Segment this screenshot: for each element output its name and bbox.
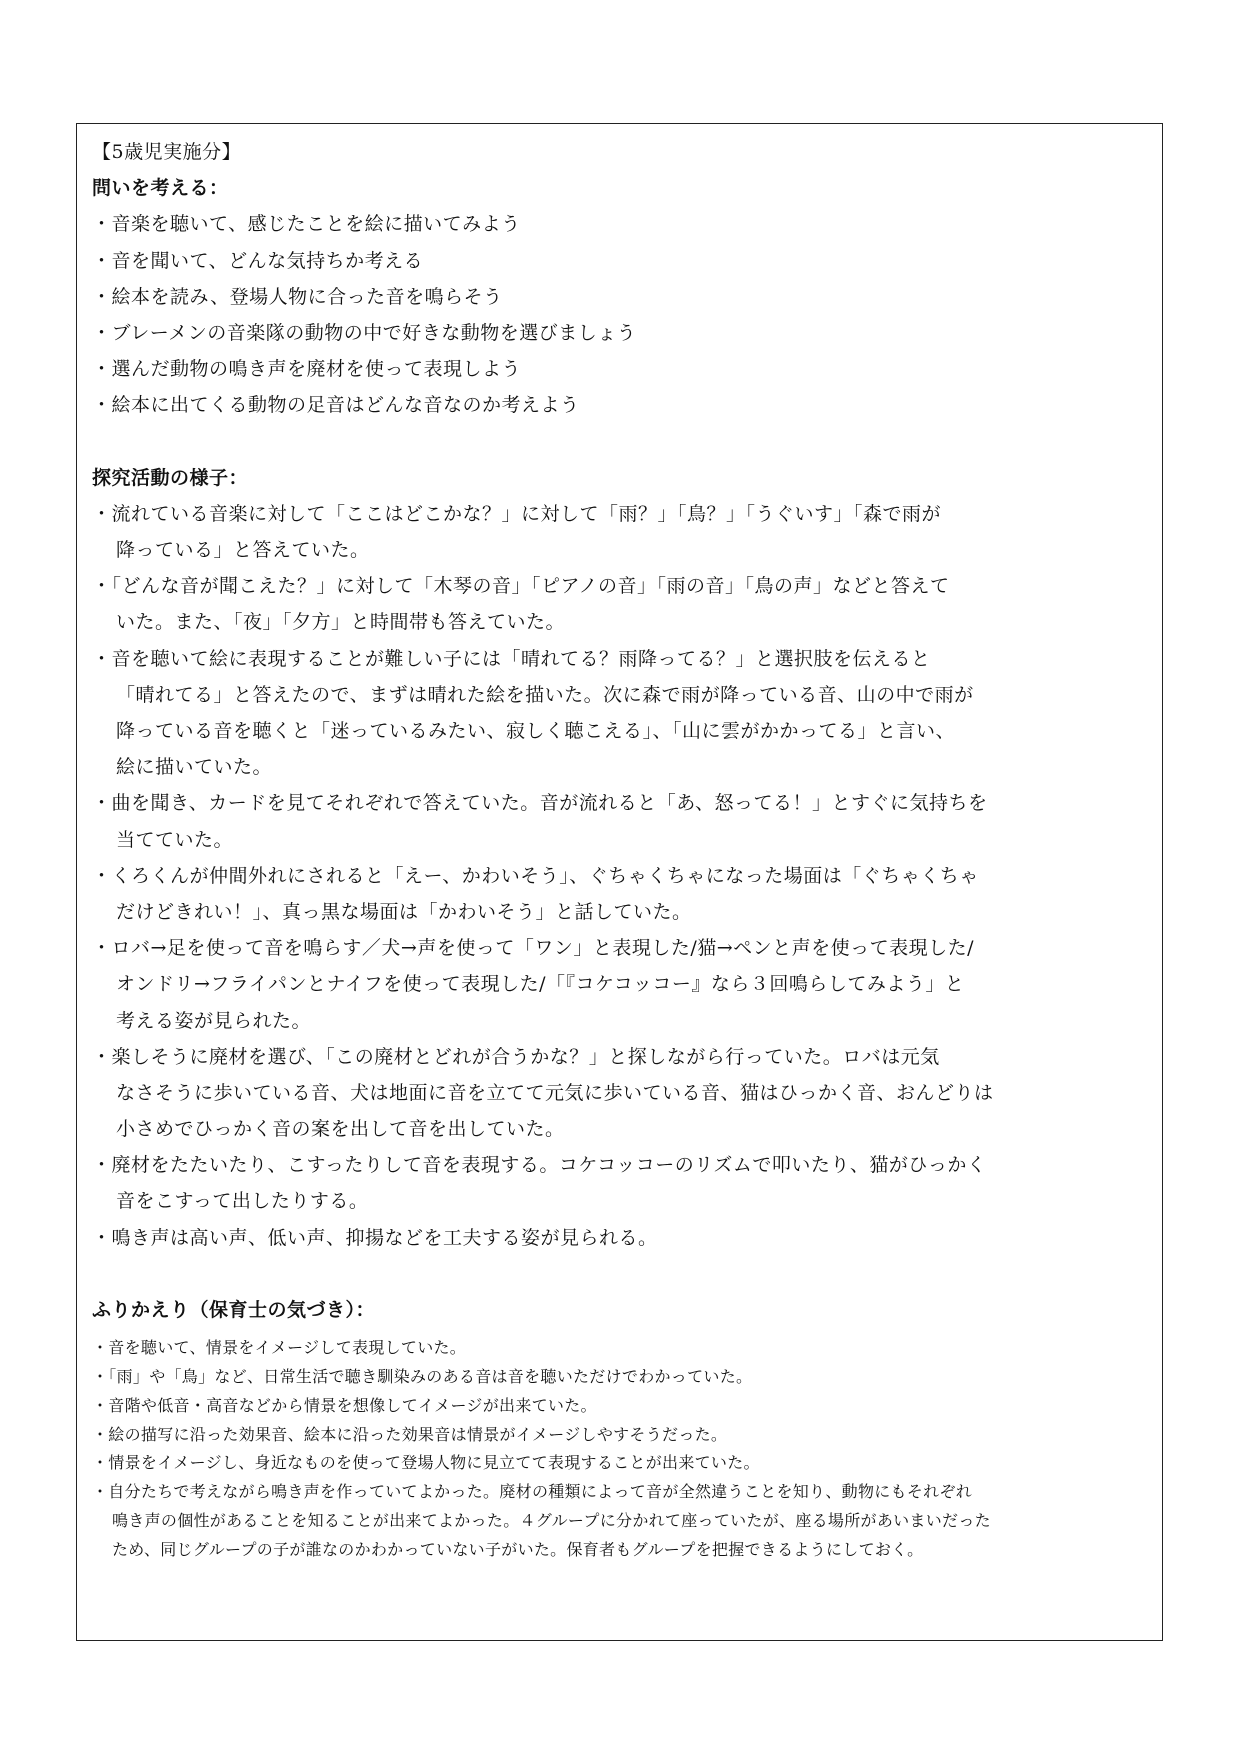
activities-item-line: ・流れている音楽に対して「ここはどこかな？」に対して「雨？」「鳥？」「うぐいす」「森で雨が <box>92 502 942 525</box>
spacer <box>92 424 1142 460</box>
reflection-item <box>92 1449 1142 1478</box>
activities-item <box>92 641 1142 786</box>
activities-item-line: ・ロバ→足を使って音を鳴らす／犬→声を使って「ワン」と表現した/猫→ペンと声を使って表現した/ <box>92 937 975 960</box>
activities-item <box>92 568 1142 640</box>
activities-item-line: だけどきれい！」、真っ黒な場面は「かわいそう」と話していた。 <box>116 900 692 923</box>
activities-item <box>92 785 1142 857</box>
activities-item-line: 音をこすって出したりする。 <box>116 1190 369 1213</box>
questions-item <box>92 243 1142 279</box>
reflection-item-line: ・「雨」や「鳥」など、日常生活で聴き馴染みのある音は音を聴いただけでわかっていた。 <box>92 1366 753 1386</box>
questions-item <box>92 387 1142 423</box>
activities-item <box>92 930 1142 1039</box>
reflection-item-line: ため、同じグループの子が誰なのかわかっていない子がいた。保育者もグループを把握できるようにしておく。 <box>112 1539 924 1559</box>
activities-item <box>92 1220 1142 1256</box>
activities-item-line: ・くろくんが仲間外れにされると「えー、かわいそう」、ぐちゃくちゃになった場面は「ぐちゃくちゃ <box>92 864 979 887</box>
activities-item-line: ・廃材をたたいたり、こすったりして音を表現する。コケコッコーのリズムで叩いたり、猫がひっかく <box>92 1154 987 1177</box>
questions-item-line: ・絵本を読み、登場人物に合った音を鳴らそう <box>92 285 503 308</box>
activities-item-line: 小さめでひっかく音の案を出して音を出していた。 <box>116 1118 565 1141</box>
reflection-item <box>92 1363 1142 1392</box>
reflection-item-line: ・絵の描写に沿った効果音、絵本に沿った効果音は情景がイメージしやすそうだった。 <box>92 1424 728 1444</box>
activities-item-line: 絵に描いていた。 <box>116 756 273 779</box>
section-title: 【5歳児実施分】 <box>92 141 242 163</box>
activities-item-line: 当てていた。 <box>116 828 234 851</box>
reflection-list <box>92 1334 1142 1564</box>
activities-item <box>92 496 1142 568</box>
reflection-item-line: ・音階や低音・高音などから情景を想像してイメージが出来ていた。 <box>92 1395 597 1415</box>
questions-item-line: ・選んだ動物の鳴き声を廃材を使って表現しよう <box>92 358 522 381</box>
reflection-item-line: 鳴き声の個性があることを知ることが出来てよかった。４グループに分かれて座っていたが、座る場所があいまいだった <box>112 1510 991 1530</box>
document-body <box>92 134 1142 1565</box>
activities-item-line: いた。また、「夜」「夕方」と時間帯も答えていた。 <box>116 611 566 634</box>
activities-item-line: ・「どんな音が聞こえた？」に対して「木琴の音」「ピアノの音」「雨の音」「鳥の声」などと答えて <box>92 575 950 598</box>
activities-item-line: ・楽しそうに廃材を選び、「この廃材とどれが合うかな？」と探しながら行っていた。ロバは元気 <box>92 1045 940 1068</box>
questions-list <box>92 206 1142 423</box>
activities-item-line: オンドリ→フライパンとナイフを使って表現した/「『コケコッコー』なら３回鳴らしてみよう」と <box>116 973 965 996</box>
questions-heading: 問いを考える： <box>92 177 229 200</box>
reflection-heading: ふりかえり（保育士の気づき）： <box>92 1299 376 1321</box>
activities-item-line: 降っている」と答えていた。 <box>116 539 370 562</box>
questions-item <box>92 206 1142 242</box>
questions-item-line: ・音楽を聴いて、感じたことを絵に描いてみよう <box>92 213 521 236</box>
activities-item <box>92 858 1142 930</box>
questions-item-line: ・ブレーメンの音楽隊の動物の中で好きな動物を選びましょう <box>92 321 637 344</box>
questions-item <box>92 351 1142 387</box>
spacer <box>92 1256 1142 1292</box>
activities-item-line: 降っている音を聴くと「迷っているみたい、寂しく聴こえる」、「山に雲がかかってる」と言い、 <box>116 720 956 742</box>
reflection-item-line: ・自分たちで考えながら鳴き声を作っていてよかった。廃材の種類によって音が全然違うことを知り、動物にもそれぞれ <box>92 1482 973 1502</box>
activities-item <box>92 1039 1142 1148</box>
reflection-item-line: ・音を聴いて、情景をイメージして表現していた。 <box>92 1338 467 1358</box>
activities-item <box>92 1147 1142 1219</box>
activities-item-line: 考える姿が見られた。 <box>116 1009 312 1032</box>
reflection-item <box>92 1478 1142 1564</box>
reflection-item <box>92 1421 1142 1450</box>
questions-item <box>92 315 1142 351</box>
activities-list <box>92 496 1142 1256</box>
questions-item-line: ・絵本に出てくる動物の足音はどんな音なのか考えよう <box>92 394 580 417</box>
questions-item-line: ・音を聞いて、どんな気持ちか考える <box>92 249 424 272</box>
questions-item <box>92 279 1142 315</box>
activities-item-line: ・鳴き声は高い声、低い声、抑揚などを工夫する姿が見られる。 <box>92 1226 658 1249</box>
activities-item-line: なさそうに歩いている音、犬は地面に音を立てて元気に歩いている音、猫はひっかく音、おんどりは <box>116 1081 994 1104</box>
activities-item-line: ・曲を聞き、カードを見てそれぞれで答えていた。音が流れると「あ、怒ってる！」とすぐに気持ちを <box>92 792 988 815</box>
reflection-item <box>92 1392 1142 1421</box>
reflection-item <box>92 1334 1142 1363</box>
activities-heading: 探究活動の様子： <box>92 466 249 489</box>
reflection-item-line: ・情景をイメージし、身近なものを使って登場人物に見立てて表現することが出来ていた。 <box>92 1453 760 1473</box>
activities-item-line: 「晴れてる」と答えたので、まずは晴れた絵を描いた。次に森で雨が降っている音、山の中で雨が <box>116 683 974 706</box>
activities-item-line: ・音を聴いて絵に表現することが難しい子には「晴れてる？雨降ってる？」と選択肢を伝えると <box>92 647 931 670</box>
